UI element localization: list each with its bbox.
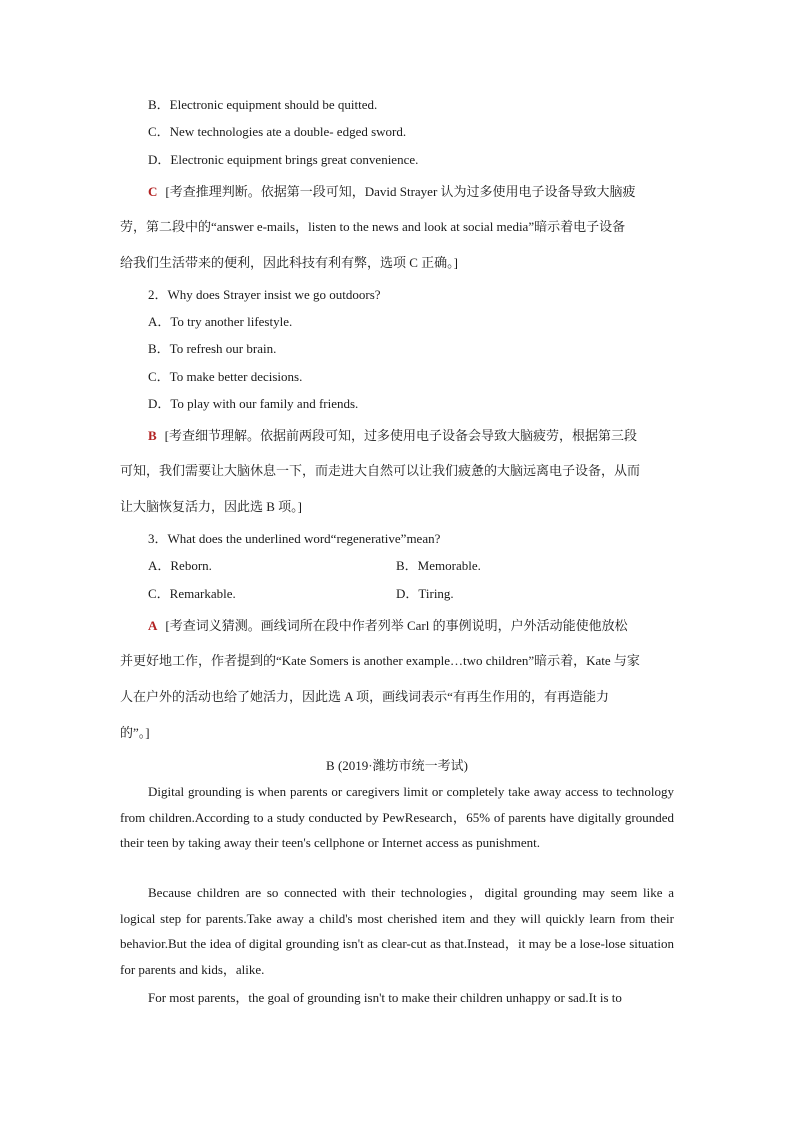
- section-b-paragraph-1: Digital grounding is when parents or caregivers limit or completely take away access to technology from children.According to a study conducted by PewResearch，65% of parents have digitally grounded their teen by taking away their teen's cellphone or Internet access as punishment.: [120, 784, 674, 850]
- q2-answer-letter: B: [148, 428, 157, 443]
- q2-explanation-2: 可知，我们需要让大脑休息一下，而走进大自然可以让我们疲惫的大脑远离电子设备，从而: [120, 463, 641, 478]
- q1-explanation-2: 劳，第二段中的“answer e-mails，listen to the news and look at social media”暗示着电子设备: [120, 219, 626, 234]
- q3-explanation-1: [考查词义猜测。画线词所在段中作者列举 Carl 的事例说明，户外活动能使他放松: [165, 618, 628, 633]
- q3-answer-line1: [148, 617, 628, 635]
- q1-explanation-3: 给我们生活带来的便利，因此科技有利有弊，选项 C 正确。]: [120, 255, 459, 270]
- q3-option-a: A．Reborn.: [148, 558, 212, 573]
- q2-option-a: A．To try another lifestyle.: [148, 314, 293, 329]
- q2-option-d: D．To play with our family and friends.: [148, 396, 359, 411]
- q3-question: 3．What does the underlined word“regenerative”mean?: [148, 531, 441, 546]
- q3-explanation-2: 并更好地工作，作者提到的“Kate Somers is another example…two children”暗示着，Kate 与家: [120, 653, 640, 668]
- q2-answer-line1: [148, 427, 637, 445]
- section-b-paragraph-3: For most parents，the goal of grounding isn't to make their children unhappy or sad.It is to: [148, 990, 622, 1005]
- q3-answer-letter: A: [148, 618, 158, 633]
- q1-answer-line1: [148, 183, 636, 201]
- q2-explanation-1: [考查细节理解。依据前两段可知，过多使用电子设备会导致大脑疲劳，根据第三段: [164, 428, 638, 443]
- q2-explanation-3: 让大脑恢复活力，因此选 B 项。]: [120, 499, 303, 514]
- q3-option-d: D．Tiring.: [396, 586, 454, 601]
- q3-explanation-4: 的”。]: [120, 725, 150, 740]
- q1-option-b: B．Electronic equipment should be quitted.: [148, 97, 378, 112]
- q3-option-b: B．Memorable.: [396, 558, 481, 573]
- q3-option-c: C．Remarkable.: [148, 586, 236, 601]
- section-b-paragraph-2: Because children are so connected with their technologies，digital grounding may seem like a logical step for parents.Take away a child's most cherished item and they will quickly learn from their behavior.But the idea of digital grounding isn't as clear-cut as that.Instead，it may be a lose-lose situation for parents and kids，alike.: [120, 885, 674, 977]
- section-b-heading: B (2019·潍坊市统一考试): [326, 758, 468, 773]
- q1-answer-letter: C: [148, 184, 158, 199]
- q2-question: 2．Why does Strayer insist we go outdoors?: [148, 287, 381, 302]
- q1-option-c: C．New technologies ate a double- edged sword.: [148, 124, 407, 139]
- q1-option-d: D．Electronic equipment brings great convenience.: [148, 152, 419, 167]
- q2-option-b: B．To refresh our brain.: [148, 341, 277, 356]
- q1-explanation-1: [考查推理判断。依据第一段可知，David Strayer 认为过多使用电子设备导致大脑疲: [165, 184, 636, 199]
- q2-option-c: C．To make better decisions.: [148, 369, 303, 384]
- q3-explanation-3: 人在户外的活动也给了她活力，因此选 A 项，画线词表示“有再生作用的，有再造能力: [120, 689, 609, 704]
